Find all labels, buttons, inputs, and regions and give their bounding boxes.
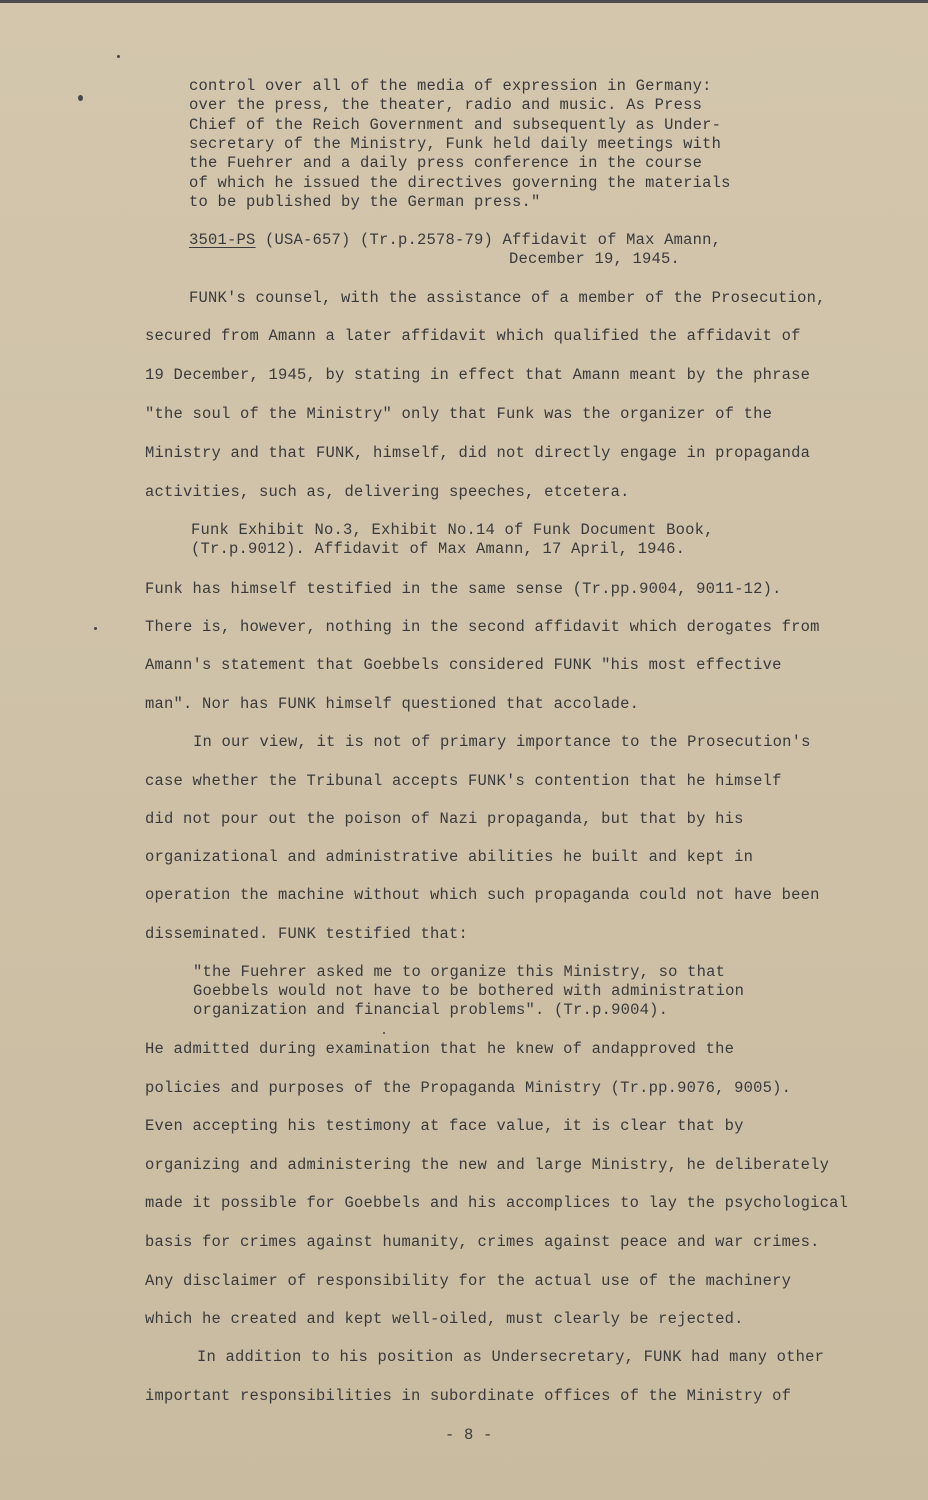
body-line: Any disclaimer of responsibility for the actual use of the machinery: [145, 1272, 792, 1290]
body-line: organizational and administrative abilities he built and kept in: [145, 848, 754, 866]
body-line: disseminated. FUNK testified that:: [145, 925, 469, 943]
body-line: Amann's statement that Goebbels considered FUNK "his most effective: [145, 656, 782, 674]
quote-line: organization and financial problems". (Tr.p.9004).: [193, 1001, 669, 1019]
body-line: Ministry and that FUNK, himself, did not directly engage in propaganda: [145, 444, 811, 462]
quote-line: the Fuehrer and a daily press conference in the course: [189, 154, 703, 172]
top-edge-line: [0, 0, 928, 3]
ink-speck: [94, 627, 97, 630]
body-line: did not pour out the poison of Nazi propaganda, but that by his: [145, 810, 744, 828]
page-number: - 8 -: [445, 1426, 493, 1444]
body-line: 19 December, 1945, by stating in effect that Amann meant by the phrase: [145, 366, 811, 384]
body-line: organizing and administering the new and large Ministry, he deliberately: [145, 1156, 830, 1174]
citation-line: Funk Exhibit No.3, Exhibit No.14 of Funk Document Book,: [191, 521, 714, 539]
quote-line: Chief of the Reich Government and subsequently as Under-: [189, 116, 722, 134]
body-line: activities, such as, delivering speeches, etcetera.: [145, 483, 630, 501]
body-line: made it possible for Goebbels and his accomplices to lay the psychological: [145, 1194, 849, 1212]
document-id: 3501-PS: [189, 231, 256, 249]
body-line: In addition to his position as Undersecretary, FUNK had many other: [197, 1348, 825, 1366]
ink-speck: [78, 95, 83, 101]
citation-line: [189, 231, 721, 249]
quote-line: secretary of the Ministry, Funk held daily meetings with: [189, 135, 722, 153]
body-line: FUNK's counsel, with the assistance of a member of the Prosecution,: [189, 289, 826, 307]
body-line: There is, however, nothing in the second affidavit which derogates from: [145, 618, 820, 636]
body-line: basis for crimes against humanity, crimes against peace and war crimes.: [145, 1233, 820, 1251]
ink-speck: [383, 1032, 385, 1034]
quote-line: of which he issued the directives governing the materials: [189, 174, 731, 192]
body-line: In our view, it is not of primary importance to the Prosecution's: [193, 733, 811, 751]
body-line: man". Nor has FUNK himself questioned that accolade.: [145, 695, 640, 713]
body-line: which he created and kept well-oiled, must clearly be rejected.: [145, 1310, 744, 1328]
quote-line: Goebbels would not have to be bothered with administration: [193, 982, 745, 1000]
ink-speck: [117, 55, 120, 58]
citation-line: (Tr.p.9012). Affidavit of Max Amann, 17 April, 1946.: [191, 540, 686, 558]
body-line: "the soul of the Ministry" only that Funk was the organizer of the: [145, 405, 773, 423]
quote-line: control over all of the media of expression in Germany:: [189, 77, 712, 95]
body-line: policies and purposes of the Propaganda Ministry (Tr.pp.9076, 9005).: [145, 1079, 792, 1097]
body-line: case whether the Tribunal accepts FUNK's contention that he himself: [145, 772, 782, 790]
body-line: important responsibilities in subordinate offices of the Ministry of: [145, 1387, 792, 1405]
quote-line: "the Fuehrer asked me to organize this Ministry, so that: [193, 963, 726, 981]
quote-line: to be published by the German press.": [189, 193, 541, 211]
body-line: He admitted during examination that he knew of andapproved the: [145, 1040, 735, 1058]
citation-line: December 19, 1945.: [509, 250, 681, 268]
body-line: operation the machine without which such propaganda could not have been: [145, 886, 820, 904]
body-line: Funk has himself testified in the same sense (Tr.pp.9004, 9011-12).: [145, 580, 782, 598]
quote-line: over the press, the theater, radio and music. As Press: [189, 96, 703, 114]
citation-text: (USA-657) (Tr.p.2578-79) Affidavit of Max Amann,: [255, 231, 722, 249]
body-line: Even accepting his testimony at face value, it is clear that by: [145, 1117, 744, 1135]
body-line: secured from Amann a later affidavit which qualified the affidavit of: [145, 327, 801, 345]
